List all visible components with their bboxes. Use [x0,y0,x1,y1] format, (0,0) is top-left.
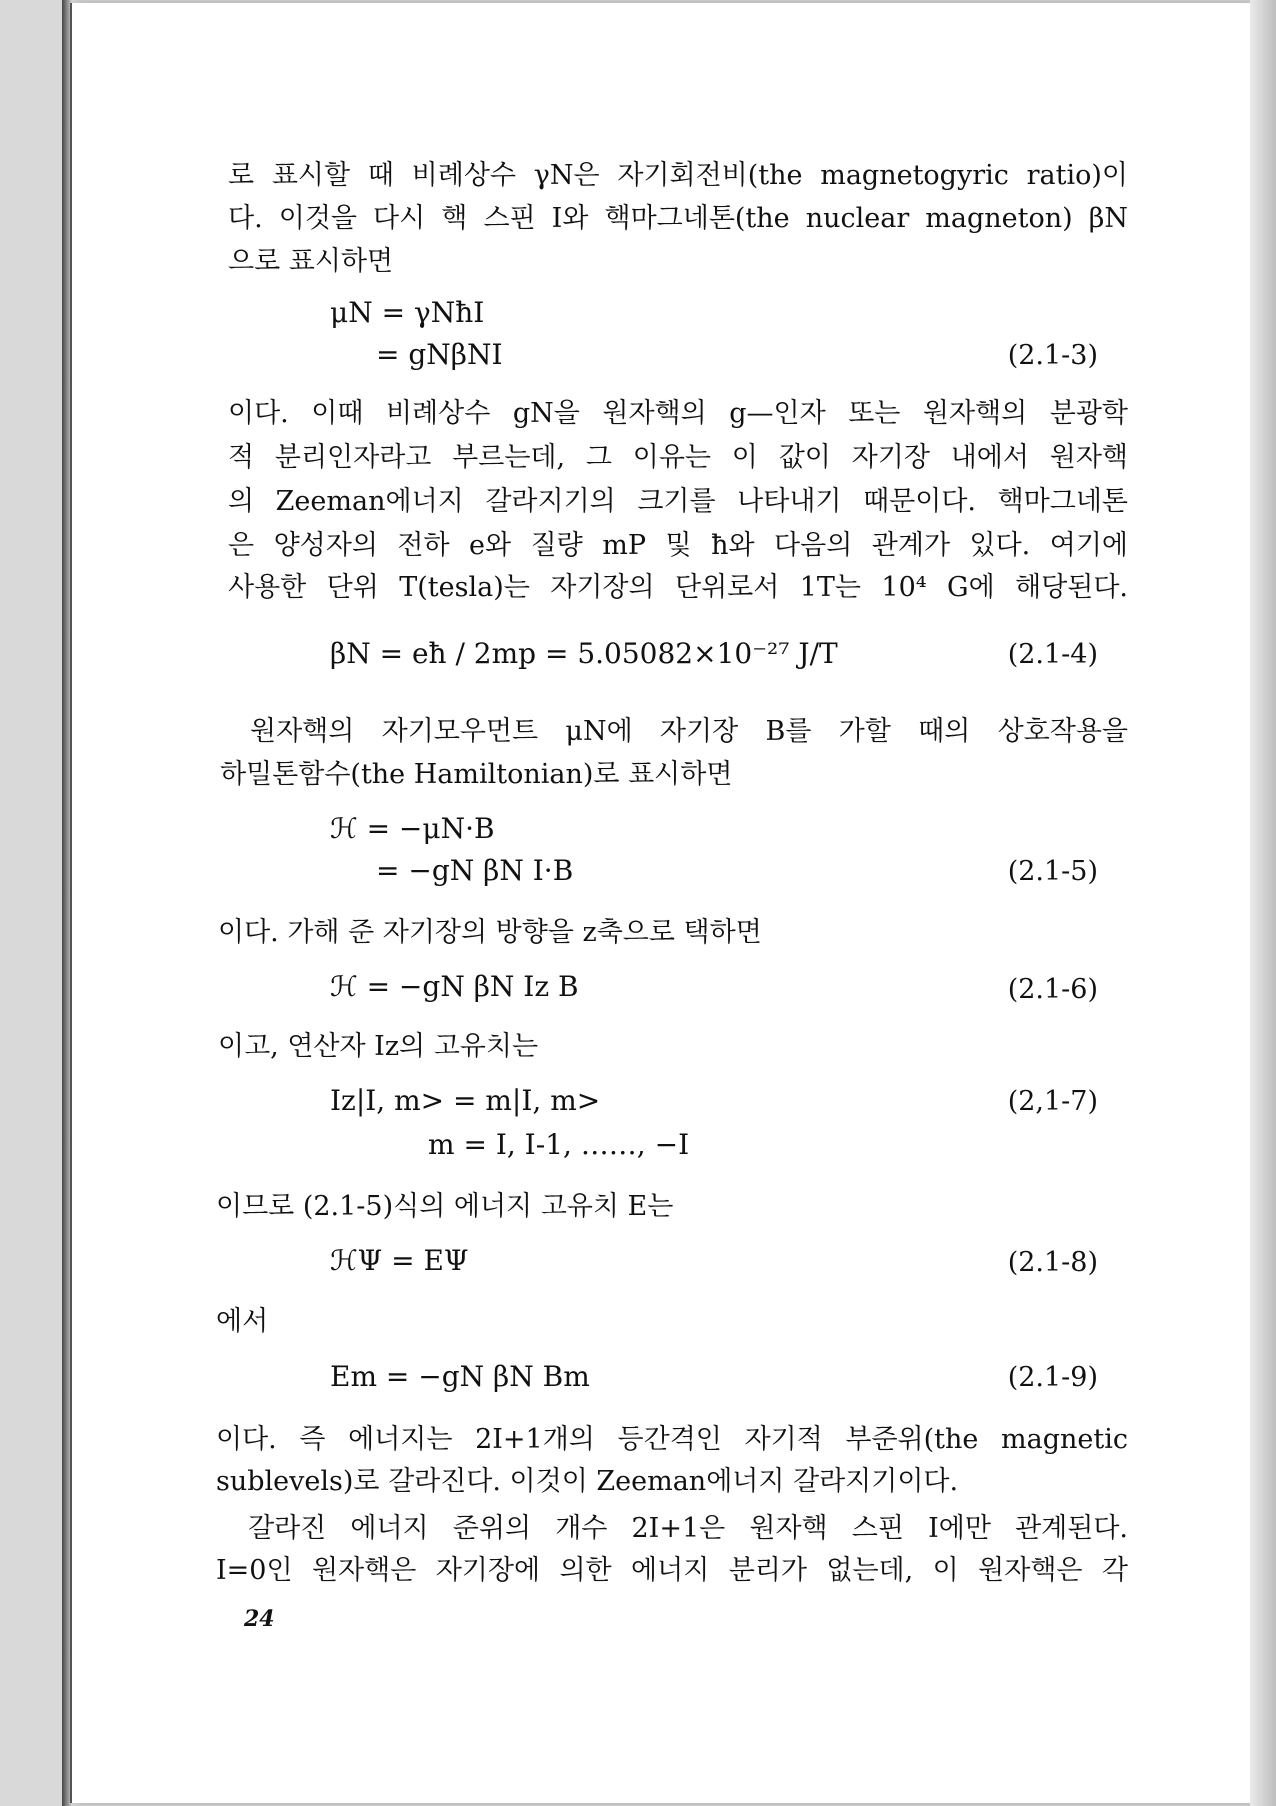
text-line: 이므로 (2.1-5)식의 에너지 고유치 E는 [216,1191,674,1222]
text-line: I=0인 원자핵은 자기장에 의한 에너지 분리가 없는데, 이 원자핵은 각 [216,1555,1128,1586]
text-line: 하밀톤함수(the Hamiltonian)로 표시하면 [220,759,733,790]
equation: ℋ = −μN·B [330,812,495,845]
text-line: 이고, 연산자 Iz의 고유치는 [218,1031,539,1062]
text-line: 갈라진 에너지 준위의 개수 2I+1은 원자핵 스핀 I에만 관계된다. [248,1513,1128,1544]
text-line: 이다. 가해 준 자기장의 방향을 z축으로 택하면 [218,917,762,948]
equation-number: (2.1-3) [1007,340,1098,371]
equation: Em = −gN βN Bm [330,1360,590,1393]
text-line: 로 표시할 때 비례상수 γN은 자기회전비(the magnetogyric ratio)이 [228,160,1128,191]
equation: m = I, I-1, ……, −I [428,1128,690,1161]
text-line: 사용한 단위 T(tesla)는 자기장의 단위로서 1T는 10⁴ G에 해당된다. [228,572,1128,603]
text-line: 적 분리인자라고 부르는데, 그 이유는 이 값이 자기장 내에서 원자핵 [228,442,1128,473]
page-number: 24 [244,1606,275,1632]
equation: μN = γNħI [330,296,485,329]
equation: ℋ = −gN βN Iz B [330,970,579,1003]
equation-number: (2.1-4) [1007,639,1098,670]
text-line: 이다. 이때 비례상수 gN을 원자핵의 g—인자 또는 원자핵의 분광학 [228,398,1128,429]
text-line: sublevels)로 갈라진다. 이것이 Zeeman에너지 갈라지기이다. [216,1466,959,1497]
equation-number: (2.1-5) [1007,856,1098,887]
text-line: 원자핵의 자기모우먼트 μN에 자기장 B를 가할 때의 상호작용을 [250,716,1128,747]
text-line: 에서 [216,1306,269,1337]
equation: Iz|I, m> = m|I, m> [330,1084,601,1117]
equation-number: (2.1-9) [1007,1362,1098,1393]
text-line: 은 양성자의 전하 e와 질량 mP 및 ħ와 다음의 관계가 있다. 여기에 [228,530,1128,561]
page-edge [1250,0,1276,1806]
equation: = gNβNI [376,338,503,371]
equation-number: (2.1-6) [1007,974,1098,1005]
text-line: 이다. 즉 에너지는 2I+1개의 등간격인 자기적 부준위(the magnetic [216,1424,1128,1455]
text-line: 으로 표시하면 [228,246,394,277]
equation: = −gN βN I·B [376,854,574,887]
equation-number: (2.1-8) [1007,1247,1098,1278]
text-line: 다. 이것을 다시 핵 스핀 I와 핵마그네톤(the nuclear magneton) βN [228,203,1128,234]
equation-number: (2,1-7) [1007,1086,1098,1117]
equation: ℋΨ = EΨ [330,1244,469,1277]
equation: βN = eħ / 2mp = 5.05082×10⁻²⁷ J/T [330,637,838,670]
text-line: 의 Zeeman에너지 갈라지기의 크기를 나타내기 때문이다. 핵마그네톤 [228,486,1128,517]
